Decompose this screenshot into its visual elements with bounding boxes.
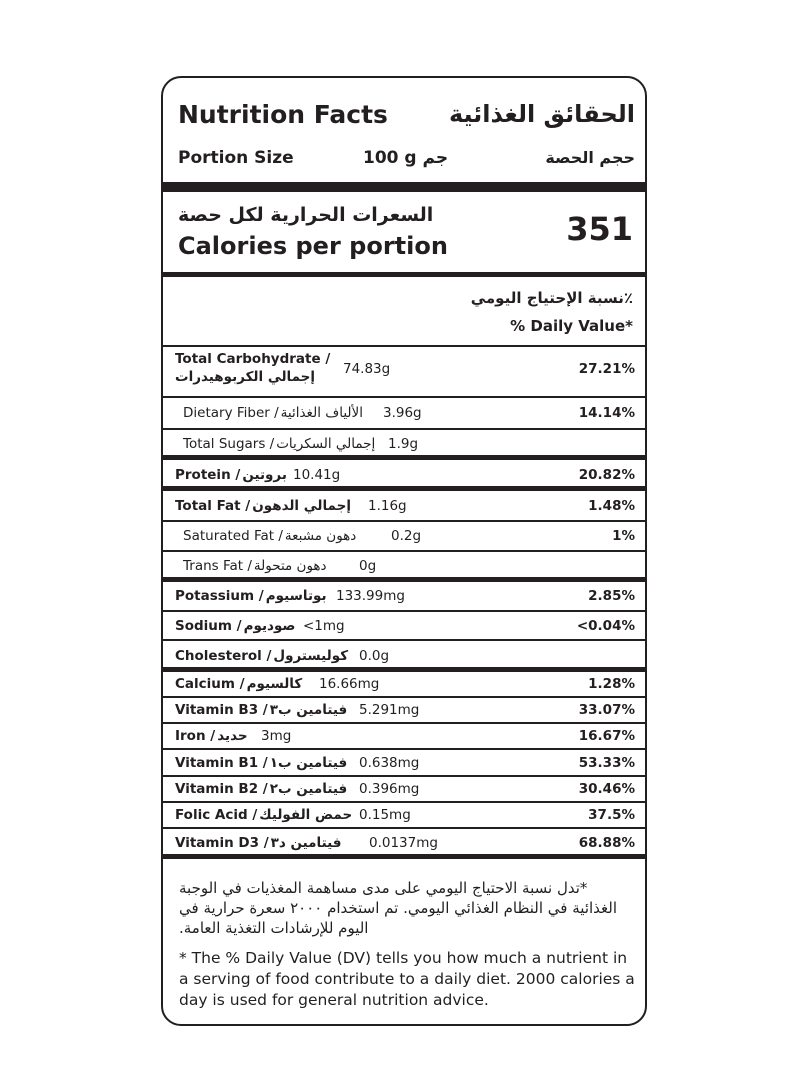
- nutrient-name-arabic: إجمالي الكربوهيدرات: [175, 369, 316, 385]
- nutrient-name-arabic: إجمالي السكريات: [276, 436, 376, 452]
- nutrient-name-english: Total Sugars /: [183, 436, 275, 452]
- nutrient-amount: 3.96g: [383, 405, 422, 421]
- nutrient-amount: 1.9g: [388, 436, 419, 452]
- nutrient-amount: 10.41g: [293, 467, 341, 483]
- nutrient-name: [183, 405, 363, 421]
- table-row: [163, 641, 645, 672]
- nutrient-daily-value: 1%: [612, 528, 635, 544]
- nutrient-amount: 0.0g: [359, 648, 390, 664]
- nutrient-daily-value: 30.46%: [578, 781, 635, 797]
- nutrient-name: [175, 781, 347, 797]
- label-header: [163, 78, 645, 182]
- table-row: [163, 522, 645, 552]
- nutrient-daily-value: 53.33%: [578, 755, 635, 771]
- table-row: [163, 750, 645, 777]
- nutrient-name-arabic: فيتامين ب١: [269, 755, 348, 771]
- nutrient-amount: 0g: [359, 558, 377, 574]
- nutrient-daily-value: 2.85%: [588, 588, 635, 604]
- table-row: [163, 460, 645, 491]
- calories-label-english: Calories per portion: [178, 232, 448, 260]
- nutrient-name: [175, 588, 327, 604]
- divider-thick: [163, 182, 645, 192]
- title-arabic: الحقائق الغذائية: [448, 100, 635, 128]
- nutrient-amount: 3mg: [261, 728, 292, 744]
- nutrient-amount: 133.99mg: [336, 588, 405, 604]
- nutrient-name-english: Total Fat /: [175, 498, 251, 514]
- nutrient-name-arabic: فيتامين ب٢: [269, 781, 348, 797]
- table-row: [163, 829, 645, 859]
- table-row: [163, 803, 645, 829]
- nutrient-name: [175, 835, 341, 851]
- nutrient-name: [175, 676, 302, 692]
- nutrient-name-arabic: كالسيوم: [246, 676, 303, 692]
- nutrient-name: [183, 528, 356, 544]
- nutrient-name-english: Total Carbohydrate /: [175, 351, 331, 367]
- table-row: [163, 491, 645, 522]
- nutrient-name-arabic: إجمالي الدهون: [252, 498, 351, 514]
- portion-size-label-arabic: حجم الحصة: [545, 148, 635, 167]
- nutrient-amount: 74.83g: [343, 361, 391, 377]
- table-row: [163, 582, 645, 612]
- nutrient-amount: 1.16g: [368, 498, 407, 514]
- nutrient-name: [175, 755, 347, 771]
- nutrient-amount: <1mg: [303, 618, 345, 634]
- nutrient-name-arabic: دهون متحولة: [253, 558, 327, 574]
- nutrient-name: [183, 436, 375, 452]
- nutrient-amount: 5.291mg: [359, 702, 420, 718]
- nutrient-name: [183, 558, 327, 574]
- daily-value-label-english: % Daily Value*: [510, 317, 633, 335]
- nutrition-label: [161, 76, 647, 1026]
- nutrient-name-english: Potassium /: [175, 588, 264, 604]
- nutrient-amount: 0.396mg: [359, 781, 420, 797]
- nutrient-daily-value: 20.82%: [578, 467, 635, 483]
- nutrient-name-arabic: حمض الفوليك: [259, 807, 353, 823]
- calories-section: [163, 192, 645, 272]
- nutrient-amount: 0.2g: [391, 528, 422, 544]
- nutrient-name: [175, 702, 347, 718]
- table-row: [163, 398, 645, 430]
- nutrient-daily-value: 68.88%: [578, 835, 635, 851]
- nutrient-amount: 16.66mg: [319, 676, 380, 692]
- nutrient-amount: 0.638mg: [359, 755, 420, 771]
- nutrient-name-english: Cholesterol /: [175, 648, 272, 664]
- nutrient-name-english: Folic Acid /: [175, 807, 258, 823]
- table-row: [163, 430, 645, 460]
- nutrient-daily-value: <0.04%: [576, 618, 635, 634]
- portion-size-value: 100 g جم: [363, 148, 449, 168]
- table-row: [163, 347, 645, 398]
- nutrient-name-english: Calcium /: [175, 676, 245, 692]
- table-row: [163, 777, 645, 803]
- nutrient-name-arabic: حديد: [217, 728, 248, 744]
- nutrient-daily-value: 33.07%: [578, 702, 635, 718]
- footnote-arabic: *تدل نسبة الاحتياج اليومي على مدى مساهمة المغذيات في الوجبة الغذائية في النظام الغذائي اليومي. تم استخدام ٢٠٠٠ سعرة حرارية في اليوم للإرشادات التغذية العامة.: [179, 879, 618, 937]
- nutrient-name: [175, 351, 330, 385]
- nutrient-daily-value: 37.5%: [588, 807, 635, 823]
- nutrient-daily-value: 27.21%: [578, 361, 635, 377]
- nutrient-name: [175, 648, 348, 664]
- nutrient-name-arabic: صوديوم: [243, 618, 296, 634]
- nutrient-name: [175, 807, 352, 823]
- nutrient-name-arabic: بروتين: [242, 467, 287, 483]
- table-row: [163, 612, 645, 641]
- nutrient-name-arabic: دهون مشبعة: [284, 528, 357, 544]
- nutrient-daily-value: 14.14%: [578, 405, 635, 421]
- nutrient-name-english: Protein /: [175, 467, 241, 483]
- nutrient-name-arabic: فيتامين ب٣: [269, 702, 348, 718]
- nutrient-name: [175, 467, 287, 483]
- table-row: [163, 724, 645, 750]
- nutrient-name-english: Sodium /: [175, 618, 242, 634]
- daily-value-label-arabic: ٪نسبة الإحتياج اليومي: [470, 289, 633, 307]
- daily-value-header: [163, 277, 645, 345]
- nutrient-name-arabic: فيتامين د٣: [270, 835, 342, 851]
- calories-label-arabic: السعرات الحرارية لكل حصة: [178, 204, 434, 226]
- nutrient-name: [175, 728, 248, 744]
- nutrient-name-english: Vitamin B3 /: [175, 702, 268, 718]
- calories-value: 351: [566, 210, 633, 248]
- table-row: [163, 552, 645, 582]
- footnote-english: * The % Daily Value (DV) tells you how much a nutrient in a serving of food contribute to a daily diet. 2000 calories a day is used for general nutrition advice.: [179, 949, 635, 1009]
- nutrient-daily-value: 1.48%: [588, 498, 635, 514]
- nutrient-name: [175, 498, 351, 514]
- nutrient-name-english: Trans Fat /: [183, 558, 252, 574]
- title-english: Nutrition Facts: [178, 100, 388, 129]
- nutrient-name: [175, 618, 295, 634]
- nutrient-name-arabic: بوتاسيوم: [265, 588, 327, 604]
- portion-size-label-english: Portion Size: [178, 148, 294, 168]
- nutrient-name-english: Iron /: [175, 728, 216, 744]
- nutrient-name-english: Saturated Fat /: [183, 528, 283, 544]
- nutrient-amount: 0.0137mg: [369, 835, 438, 851]
- nutrient-name-english: Vitamin B1 /: [175, 755, 268, 771]
- nutrient-name-arabic: كوليسترول: [273, 648, 349, 664]
- table-row: [163, 672, 645, 698]
- nutrient-daily-value: 16.67%: [578, 728, 635, 744]
- nutrient-name-english: Dietary Fiber /: [183, 405, 279, 421]
- nutrient-name-english: Vitamin D3 /: [175, 835, 269, 851]
- table-row: [163, 698, 645, 724]
- nutrient-name-english: Vitamin B2 /: [175, 781, 268, 797]
- footnote: [163, 866, 645, 1026]
- nutrient-daily-value: 1.28%: [588, 676, 635, 692]
- nutrient-amount: 0.15mg: [359, 807, 411, 823]
- nutrient-name-arabic: الألياف الغذائية: [280, 405, 363, 421]
